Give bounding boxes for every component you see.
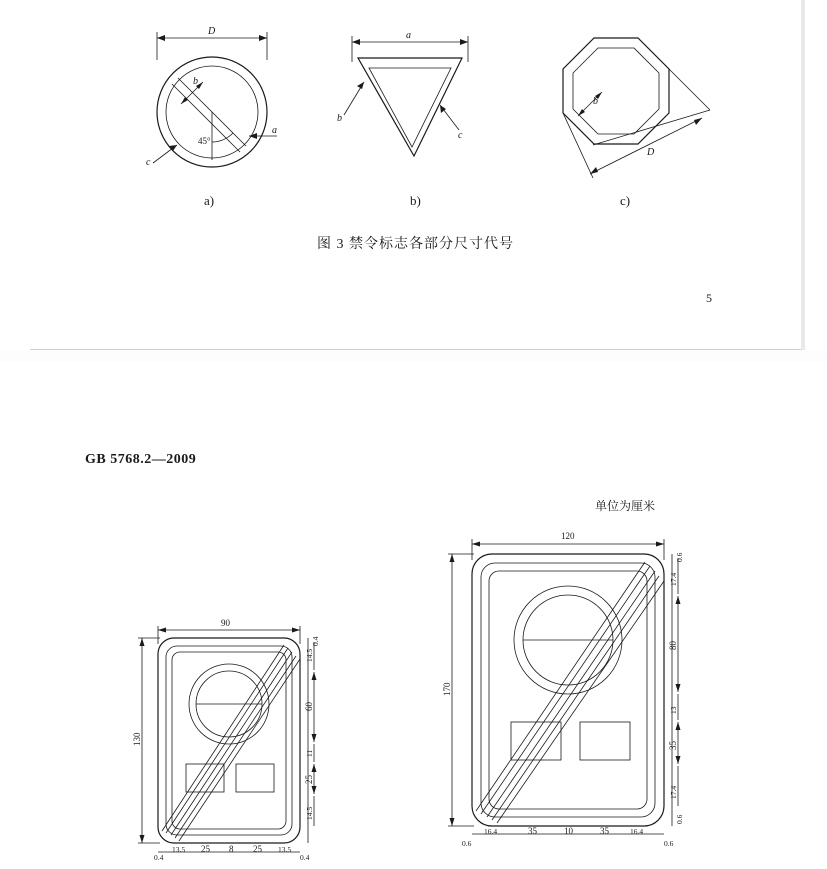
svg-text:16.4: 16.4 xyxy=(484,827,498,836)
svg-text:0.6: 0.6 xyxy=(675,814,684,824)
figure3-sublabel-b: b) xyxy=(410,193,421,208)
svg-text:25: 25 xyxy=(253,844,262,854)
svg-text:D: D xyxy=(647,147,655,158)
svg-text:25: 25 xyxy=(304,775,314,784)
svg-text:90: 90 xyxy=(221,618,230,628)
svg-text:D: D xyxy=(208,26,216,37)
svg-text:0.6: 0.6 xyxy=(462,839,472,848)
figure3-triangle-diagram xyxy=(320,20,500,190)
svg-text:a: a xyxy=(272,125,277,136)
svg-text:130: 130 xyxy=(132,732,142,746)
svg-text:a: a xyxy=(406,30,411,41)
svg-text:35: 35 xyxy=(600,826,609,836)
svg-text:120: 120 xyxy=(561,531,575,541)
svg-text:b: b xyxy=(593,96,598,107)
figure3-sublabel-c: c) xyxy=(620,193,631,208)
svg-text:170: 170 xyxy=(442,682,452,696)
figure4-left-sign-diagram xyxy=(128,612,338,862)
svg-text:c: c xyxy=(146,157,151,168)
svg-text:60: 60 xyxy=(304,702,314,711)
svg-text:45°: 45° xyxy=(198,136,211,146)
figure4-right-sign-diagram xyxy=(428,524,698,854)
svg-text:17.4: 17.4 xyxy=(669,785,678,799)
svg-text:11: 11 xyxy=(305,749,314,757)
scanned-page-top xyxy=(30,0,802,350)
svg-text:80: 80 xyxy=(668,641,678,650)
svg-text:0.4: 0.4 xyxy=(300,853,310,862)
svg-text:13.5: 13.5 xyxy=(278,845,292,854)
svg-text:0.6: 0.6 xyxy=(675,552,684,562)
svg-text:35: 35 xyxy=(668,741,678,750)
svg-text:8: 8 xyxy=(229,844,234,854)
svg-text:10: 10 xyxy=(564,826,573,836)
svg-text:b: b xyxy=(337,113,342,124)
svg-text:13: 13 xyxy=(669,706,678,714)
figure3-circle-diagram xyxy=(125,20,325,190)
page-number: 5 xyxy=(706,291,712,305)
standard-code: GB 5768.2—2009 xyxy=(85,452,197,467)
figure3-octagon-diagram xyxy=(530,18,730,198)
svg-text:14.5: 14.5 xyxy=(305,806,314,820)
svg-text:14.5: 14.5 xyxy=(305,648,314,662)
page-gap xyxy=(0,350,827,362)
svg-text:17.4: 17.4 xyxy=(669,572,678,586)
scanned-page-bottom xyxy=(28,362,803,869)
figure3-caption: 图 3 禁令标志各部分尺寸代号 xyxy=(317,237,514,252)
svg-text:13.5: 13.5 xyxy=(172,845,186,854)
svg-text:16.4: 16.4 xyxy=(630,827,644,836)
svg-text:b: b xyxy=(193,76,198,87)
svg-text:0.4: 0.4 xyxy=(311,636,320,646)
figure3-sublabel-a: a) xyxy=(204,193,215,208)
svg-text:0.4: 0.4 xyxy=(154,853,164,862)
svg-text:c: c xyxy=(458,130,463,141)
unit-note: 单位为厘米 xyxy=(595,499,656,513)
svg-text:25: 25 xyxy=(201,844,210,854)
svg-text:0.6: 0.6 xyxy=(664,839,674,848)
svg-text:35: 35 xyxy=(528,826,537,836)
